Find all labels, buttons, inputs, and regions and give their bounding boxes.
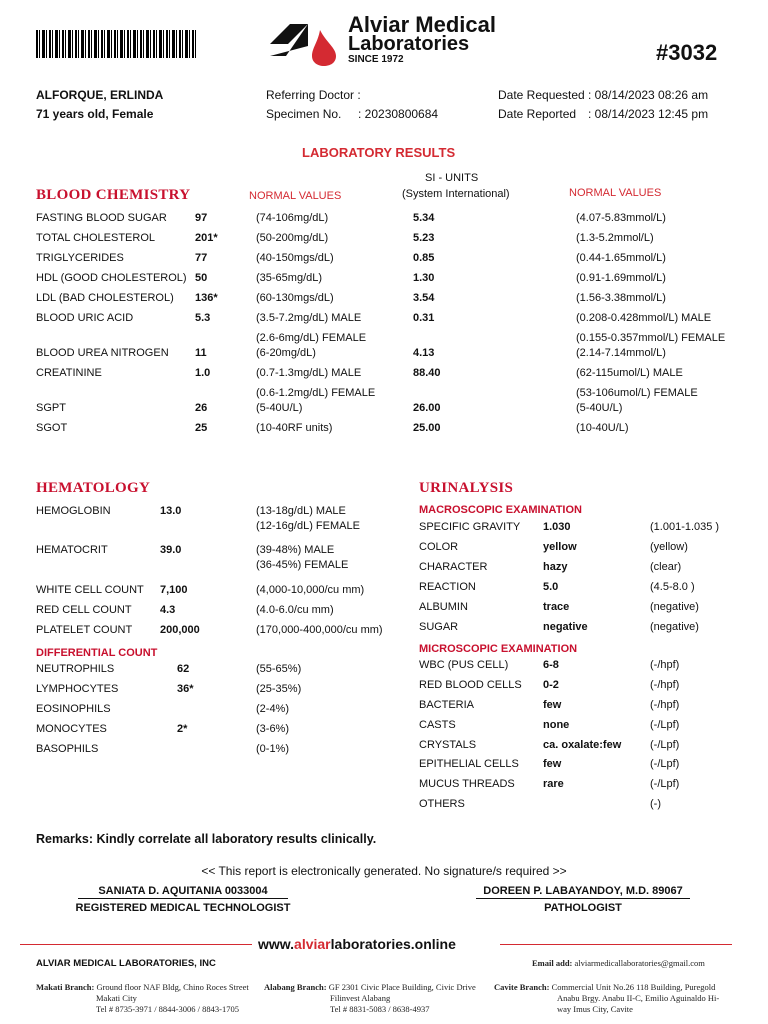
si-normal-range: (0.91-1.69mmol/L)	[576, 272, 666, 284]
result-value: 50	[195, 272, 208, 284]
test-name: EOSINOPHILS	[36, 703, 111, 715]
si-normal-values-header: NORMAL VALUES	[569, 187, 662, 199]
test-name: ALBUMIN	[419, 601, 468, 613]
test-name: LYMPHOCYTES	[36, 683, 119, 695]
alabang-branch	[264, 982, 476, 1015]
result-value: 5.3	[195, 312, 211, 324]
email-address[interactable]: alviarmedicallaboratories@gmail.com	[574, 958, 705, 968]
remarks: Remarks: Kindly correlate all laboratory results clinically.	[36, 832, 377, 846]
makati-line2: Makati City	[96, 993, 137, 1003]
test-name: COLOR	[419, 541, 459, 553]
si-normal-range: (0.155-0.357mmol/L) FEMALE	[576, 332, 726, 344]
result-value: 7,100	[160, 584, 188, 596]
si-normal-range: (0.208-0.428mmol/L) MALE	[576, 312, 712, 324]
cavite-line3: way Imus City, Cavite	[557, 1004, 633, 1014]
report-title: LABORATORY RESULTS	[302, 145, 456, 160]
referring-doctor-label: Referring Doctor :	[266, 88, 361, 102]
normal-range: (2-4%)	[256, 703, 290, 715]
si-value: 0.85	[413, 252, 435, 264]
test-name: SUGAR	[419, 621, 459, 633]
alabang-line2: Filinvest Alabang	[330, 993, 391, 1003]
urinalysis-title: URINALYSIS	[419, 480, 514, 496]
result-value: 0-2	[543, 679, 559, 691]
logo-since: SINCE 1972	[348, 54, 404, 65]
medtech-title: REGISTERED MEDICAL TECHNOLOGIST	[75, 902, 291, 914]
date-requested-value: : 08/14/2023 08:26 am	[588, 88, 709, 102]
table-row	[0, 758, 768, 774]
normal-range: (4.0-6.0/cu mm)	[256, 604, 334, 616]
si-value: 4.13	[413, 347, 435, 359]
pathologist-title: PATHOLOGIST	[544, 902, 622, 914]
normal-range: (1.001-1.035 )	[650, 521, 720, 533]
si-value: 3.54	[413, 292, 435, 304]
lab-logo-icon	[268, 16, 340, 66]
result-value: 11	[195, 347, 207, 359]
si-units-header: SI - UNITS	[425, 172, 479, 184]
patient-age-sex: 71 years old, Female	[36, 107, 154, 121]
pathologist-name: DOREEN P. LABAYANDOY, M.D. 89067	[483, 885, 683, 897]
table-row	[0, 505, 768, 521]
test-name: SGPT	[36, 402, 66, 414]
test-name: OTHERS	[419, 798, 465, 810]
normal-range: (39-48%) MALE	[256, 544, 335, 556]
normal-values-header: NORMAL VALUES	[249, 190, 342, 202]
macroscopic-title: MACROSCOPIC EXAMINATION	[419, 504, 582, 516]
normal-range: (negative)	[650, 601, 699, 613]
result-value: 1.030	[543, 521, 571, 533]
normal-range: (-/Lpf)	[650, 758, 680, 770]
medtech-signature-line	[78, 898, 288, 899]
normal-range: (3.5-7.2mg/dL) MALE	[256, 312, 362, 324]
date-reported-label: Date Reported	[498, 107, 577, 121]
table-row	[0, 659, 768, 675]
normal-range: (3-6%)	[256, 723, 290, 735]
result-value: 39.0	[160, 544, 182, 556]
test-name: BLOOD URIC ACID	[36, 312, 134, 324]
cavite-line2: Anabu Brgy. Anabu II-C, Emilio Aguinaldo Hi-	[557, 993, 720, 1003]
table-row	[0, 739, 768, 755]
test-name: HDL (GOOD CHOLESTEROL)	[36, 272, 187, 284]
date-requested-label: Date Requested	[498, 88, 585, 102]
si-value: 25.00	[413, 422, 441, 434]
normal-range: (negative)	[650, 621, 699, 633]
footer-rule-right	[500, 944, 732, 945]
email-label: Email add:	[532, 958, 573, 968]
test-name: EPITHELIAL CELLS	[419, 758, 519, 770]
normal-range: (-/hpf)	[650, 659, 680, 671]
normal-range: (-/Lpf)	[650, 778, 680, 790]
normal-range: (-)	[650, 798, 661, 810]
result-value: yellow	[543, 541, 577, 553]
si-value: 1.30	[413, 272, 435, 284]
table-row	[0, 367, 768, 383]
si-value: 88.40	[413, 367, 441, 379]
test-name: TRIGLYCERIDES	[36, 252, 124, 264]
email-line	[532, 958, 705, 969]
result-value: 4.3	[160, 604, 176, 616]
table-row	[0, 778, 768, 794]
result-value: 1.0	[195, 367, 211, 379]
normal-range: (4,000-10,000/cu mm)	[256, 584, 365, 596]
si-value: 5.23	[413, 232, 435, 244]
test-name: BASOPHILS	[36, 743, 99, 755]
result-value: hazy	[543, 561, 568, 573]
test-name: SGOT	[36, 422, 68, 434]
normal-range: (4.5-8.0 )	[650, 581, 695, 593]
table-row	[0, 252, 768, 268]
normal-range: (74-106mg/dL)	[256, 212, 329, 224]
test-name: RED CELL COUNT	[36, 604, 132, 616]
normal-range: (35-65mg/dL)	[256, 272, 323, 284]
normal-range: (13-18g/dL) MALE	[256, 505, 346, 517]
result-value: few	[543, 758, 562, 770]
disclaimer: << This report is electronically generated. No signature/s required >>	[201, 864, 567, 878]
date-reported-value: : 08/14/2023 12:45 pm	[588, 107, 709, 121]
test-name: REACTION	[419, 581, 476, 593]
test-name: CASTS	[419, 719, 456, 731]
table-row	[0, 422, 768, 438]
report-number: #3032	[656, 40, 718, 65]
result-value: 77	[195, 252, 208, 264]
pathologist-signature-line	[476, 898, 690, 899]
normal-range: (-/hpf)	[650, 699, 680, 711]
table-row	[0, 212, 768, 228]
result-value: 2*	[177, 723, 188, 735]
normal-range: (55-65%)	[256, 663, 302, 675]
si-normal-range: (2.14-7.14mmol/L)	[576, 347, 666, 359]
differential-count-title: DIFFERENTIAL COUNT	[36, 647, 158, 659]
si-value: 5.34	[413, 212, 435, 224]
cavite-branch	[494, 982, 719, 1015]
test-name: WBC (PUS CELL)	[419, 659, 509, 671]
footer-rule-left	[20, 944, 252, 945]
table-row	[0, 699, 768, 715]
makati-line1: Ground floor NAF Bldg, Chino Roces Street	[96, 982, 249, 992]
result-value: rare	[543, 778, 564, 790]
company-name: ALVIAR MEDICAL LABORATORIES, INC	[36, 958, 216, 969]
normal-range: (-/hpf)	[650, 679, 680, 691]
si-normal-range: (1.56-3.38mmol/L)	[576, 292, 666, 304]
test-name: BACTERIA	[419, 699, 475, 711]
normal-range: (0.7-1.3mg/dL) MALE	[256, 367, 362, 379]
cavite-line1: Commercial Unit No.26 118 Building, Puregold	[551, 982, 716, 992]
si-normal-range: (62-115umol/L) MALE	[576, 367, 683, 379]
table-row	[0, 402, 768, 418]
result-value: 26	[195, 402, 208, 414]
website-brand: alviar	[294, 936, 331, 952]
makati-line3: Tel # 8735-3971 / 8844-3006 / 8843-1705	[96, 1004, 239, 1014]
table-row	[0, 387, 768, 403]
result-value: trace	[543, 601, 570, 613]
table-row	[0, 679, 768, 695]
result-value: few	[543, 699, 562, 711]
patient-name: ALFORQUE, ERLINDA	[36, 88, 164, 102]
result-value: 136*	[195, 292, 218, 304]
table-row	[0, 581, 768, 597]
table-row	[0, 719, 768, 735]
logo-line1: Alviar Medical	[348, 12, 496, 37]
si-normal-range: (4.07-5.83mmol/L)	[576, 212, 666, 224]
result-value: 36*	[177, 683, 194, 695]
barcode	[36, 30, 196, 58]
normal-range: (0.6-1.2mg/dL) FEMALE	[256, 387, 376, 399]
test-name: MONOCYTES	[36, 723, 107, 735]
medtech-name: SANIATA D. AQUITANIA 0033004	[98, 885, 268, 897]
si-units-subheader: (System International)	[402, 188, 510, 200]
normal-range: (yellow)	[650, 541, 688, 553]
test-name: SPECIFIC GRAVITY	[419, 521, 521, 533]
result-value: 25	[195, 422, 208, 434]
result-value: 5.0	[543, 581, 559, 593]
website-suffix: laboratories.online	[330, 936, 456, 952]
table-row	[0, 232, 768, 248]
normal-range: (170,000-400,000/cu mm)	[256, 624, 383, 636]
result-value: 62	[177, 663, 190, 675]
table-row	[0, 798, 768, 814]
result-value: 201*	[195, 232, 218, 244]
normal-range: (6-20mg/dL)	[256, 347, 316, 359]
test-name: HEMOGLOBIN	[36, 505, 111, 517]
result-value: 6-8	[543, 659, 559, 671]
makati-branch	[36, 982, 249, 1015]
table-row	[0, 541, 768, 557]
result-value: 200,000	[160, 624, 200, 636]
specimen-value: : 20230800684	[358, 107, 439, 121]
normal-range: (50-200mg/dL)	[256, 232, 329, 244]
website-link[interactable]	[258, 936, 456, 952]
result-value: 97	[195, 212, 208, 224]
normal-range: (12-16g/dL) FEMALE	[256, 520, 360, 532]
normal-range: (5-40U/L)	[256, 402, 303, 414]
microscopic-title: MICROSCOPIC EXAMINATION	[419, 643, 578, 655]
table-row	[0, 272, 768, 288]
table-row	[0, 332, 768, 348]
test-name: HEMATOCRIT	[36, 544, 108, 556]
alabang-line3: Tel # 8831-5083 / 8638-4937	[330, 1004, 430, 1014]
specimen-label: Specimen No.	[266, 107, 342, 121]
test-name: BLOOD UREA NITROGEN	[36, 347, 169, 359]
si-value: 26.00	[413, 402, 441, 414]
normal-range: (2.6-6mg/dL) FEMALE	[256, 332, 367, 344]
normal-range: (60-130mgs/dL)	[256, 292, 334, 304]
test-name: CHARACTER	[419, 561, 488, 573]
test-name: NEUTROPHILS	[36, 663, 115, 675]
alabang-label: Alabang Branch:	[264, 982, 327, 992]
si-normal-range: (10-40U/L)	[576, 422, 629, 434]
normal-range: (10-40RF units)	[256, 422, 333, 434]
test-name: RED BLOOD CELLS	[419, 679, 522, 691]
normal-range: (36-45%) FEMALE	[256, 559, 349, 571]
test-name: TOTAL CHOLESTEROL	[36, 232, 155, 244]
hematology-title: HEMATOLOGY	[36, 480, 151, 496]
test-name: CREATININE	[36, 367, 102, 379]
si-normal-range: (1.3-5.2mmol/L)	[576, 232, 654, 244]
test-name: LDL (BAD CHOLESTEROL)	[36, 292, 174, 304]
website-prefix: www.	[258, 936, 295, 952]
table-row	[0, 621, 768, 637]
test-name: PLATELET COUNT	[36, 624, 133, 636]
test-name: CRYSTALS	[419, 739, 477, 751]
si-value: 0.31	[413, 312, 435, 324]
normal-range: (25-35%)	[256, 683, 302, 695]
normal-range: (0-1%)	[256, 743, 290, 755]
result-value: 13.0	[160, 505, 182, 517]
table-row	[0, 312, 768, 328]
table-row	[0, 601, 768, 617]
normal-range: (40-150mgs/dL)	[256, 252, 334, 264]
table-row	[0, 521, 768, 537]
normal-range: (clear)	[650, 561, 682, 573]
normal-range: (-/Lpf)	[650, 719, 680, 731]
si-normal-range: (5-40U/L)	[576, 402, 623, 414]
result-value: negative	[543, 621, 588, 633]
si-normal-range: (0.44-1.65mmol/L)	[576, 252, 666, 264]
test-name: FASTING BLOOD SUGAR	[36, 212, 167, 224]
normal-range: (-/Lpf)	[650, 739, 680, 751]
table-row	[0, 561, 768, 577]
si-normal-range: (53-106umol/L) FEMALE	[576, 387, 698, 399]
test-name: MUCUS THREADS	[419, 778, 515, 790]
result-value: none	[543, 719, 570, 731]
logo-line2: Laboratories	[348, 33, 470, 55]
alabang-line1: GF 2301 Civic Place Building, Civic Drive	[328, 982, 476, 992]
blood-chemistry-title: BLOOD CHEMISTRY	[36, 187, 191, 203]
table-row	[0, 347, 768, 363]
test-name: WHITE CELL COUNT	[36, 584, 144, 596]
table-row	[0, 292, 768, 308]
result-value: ca. oxalate:few	[543, 739, 622, 751]
makati-label: Makati Branch:	[36, 982, 95, 992]
cavite-label: Cavite Branch:	[494, 982, 550, 992]
